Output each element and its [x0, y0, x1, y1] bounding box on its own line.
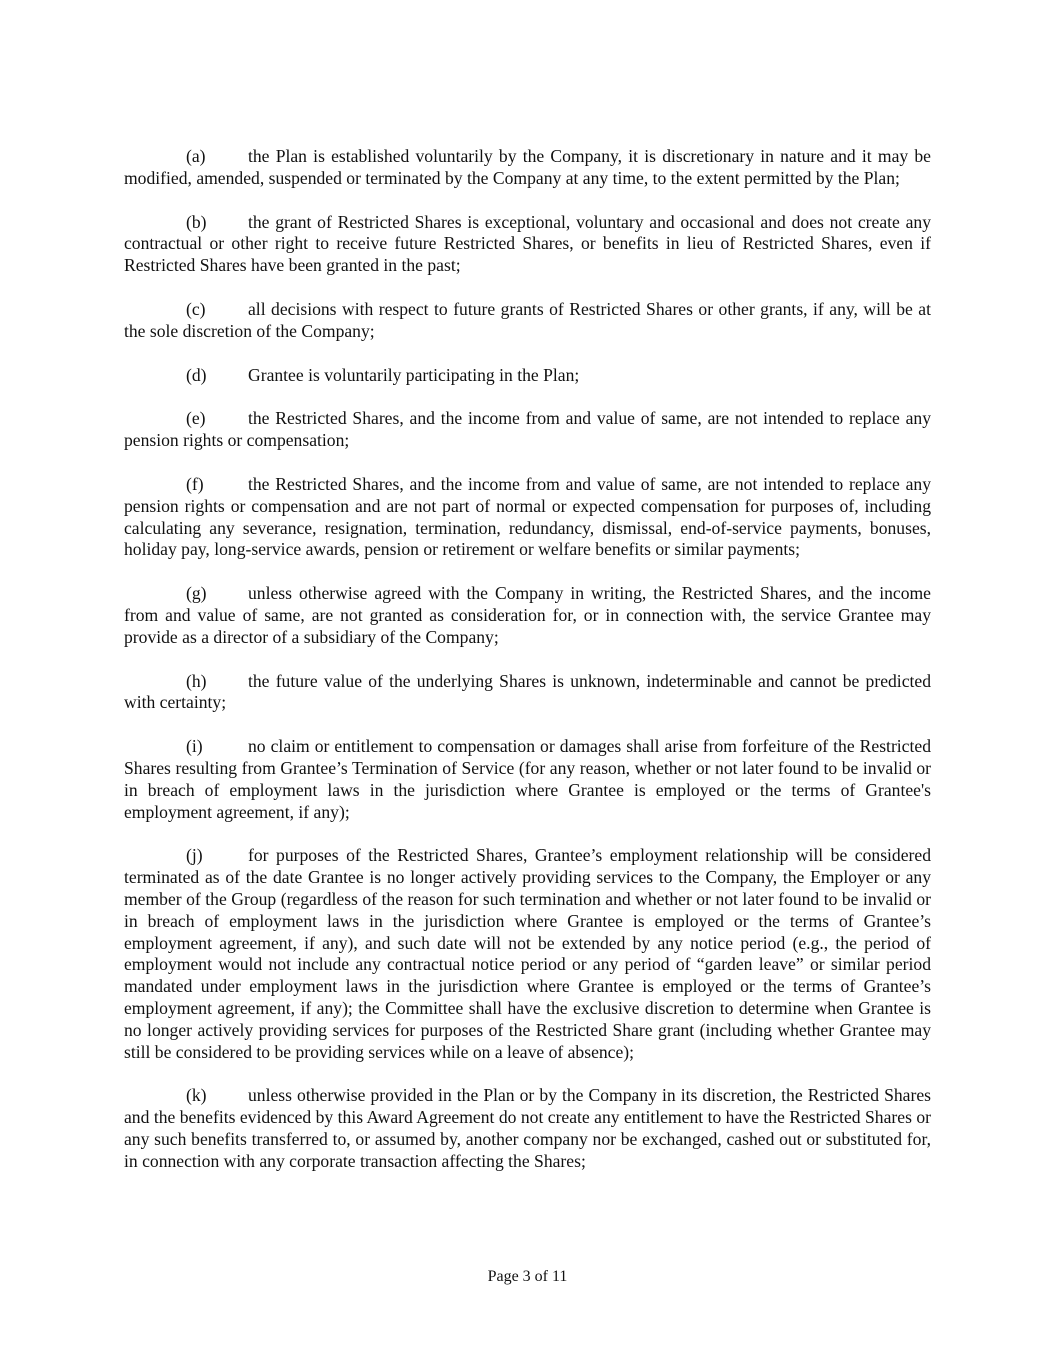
clause-text: Grantee is voluntarily participating in the Plan; — [248, 364, 580, 385]
clause-label: (d) — [186, 364, 207, 385]
clause-label: (g) — [186, 583, 207, 604]
clause-a — [124, 146, 931, 190]
clause-text: the future value of the underlying Shares is unknown, indeterminable and cannot be predicted with certainty; — [124, 670, 931, 713]
clause-k — [124, 1085, 931, 1172]
clause-c — [124, 299, 931, 343]
clause-i — [124, 736, 931, 823]
clause-f — [124, 474, 931, 561]
clause-b — [124, 212, 931, 277]
clause-text: the Restricted Shares, and the income from and value of same, are not intended to replace any pension rights or compensation and are not part of normal or expected compensation for purposes of, including calculating any severance, resignation, termination, redundancy, dismissal, end-of-service payments, bonuses, holiday pay, long-service awards, pension or retirement or welfare benefits or similar payments; — [124, 473, 931, 560]
clause-label: (f) — [186, 473, 204, 494]
document-body — [124, 146, 931, 1194]
clause-text: unless otherwise provided in the Plan or by the Company in its discretion, the Restricted Shares and the benefits evidenced by this Award Agreement do not create any entitlement to have the Restricted Shares or any such benefits transferred to, or assumed by, another company nor be exchanged, cashed out or substituted for, in connection with any corporate transaction affecting the Shares; — [124, 1085, 931, 1171]
page-number: Page 3 of 11 — [487, 1268, 568, 1285]
clause-text: all decisions with respect to future grants of Restricted Shares or other grants, if any, will be at the sole discretion of the Company; — [124, 298, 931, 341]
clause-e — [124, 408, 931, 452]
clause-label: (b) — [186, 211, 207, 232]
clause-text: the Plan is established voluntarily by the Company, it is discretionary in nature and it may be modified, amended, suspended or terminated by the Company at any time, to the extent permitted by the Plan; — [124, 146, 931, 188]
clause-label: (i) — [186, 736, 203, 757]
clause-g — [124, 583, 931, 648]
clause-label: (a) — [186, 146, 206, 166]
clause-text: no claim or entitlement to compensation or damages shall arise from forfeiture of the Restricted Shares resulting from Grantee’s Termination of Service (for any reason, whether or not later found to be invalid or in breach of employment laws in the jurisdiction where Grantee is employed or the terms of Grantee's employment agreement, if any); — [124, 736, 931, 822]
clause-text: for purposes of the Restricted Shares, Grantee’s employment relationship will be considered terminated as of the date Grantee is no longer actively providing services to the Company, the Employer or any member of the Group (regardless of the reason for such termination and whether or not later found to be invalid or in breach of employment laws in the jurisdiction where Grantee is employed or the terms of Grantee’s employment agreement, if any), and such date will not be extended by any notice period (e.g., the period of employment would not include any contractual notice period or any period of “garden leave” or similar period mandated under employment laws in the jurisdiction where Grantee is employed or the terms of Grantee’s employment agreement, if any); the Committee shall have the exclusive discretion to determine when Grantee is no longer actively providing services for purposes of the Restricted Share grant (including whether Grantee may still be considered to be providing services while on a leave of absence); — [124, 845, 931, 1062]
clause-label: (j) — [186, 845, 203, 866]
clause-label: (e) — [186, 408, 206, 429]
clause-j — [124, 845, 931, 1063]
clause-d — [124, 365, 931, 387]
clause-h — [124, 671, 931, 715]
clause-text: the grant of Restricted Shares is exceptional, voluntary and occasional and does not create any contractual or other right to receive future Restricted Shares, or benefits in lieu of Restricted Shares, even if Restricted Shares have been granted in the past; — [124, 211, 931, 276]
clause-label: (h) — [186, 670, 207, 691]
clause-label: (c) — [186, 298, 206, 319]
clause-text: the Restricted Shares, and the income from and value of same, are not intended to replace any pension rights or compensation; — [124, 408, 931, 451]
clause-label: (k) — [186, 1085, 207, 1106]
clause-text: unless otherwise agreed with the Company in writing, the Restricted Shares, and the income from and value of same, are not granted as consideration for, or in connection with, the service Grantee may provide as a director of a subsidiary of the Company; — [124, 583, 931, 647]
